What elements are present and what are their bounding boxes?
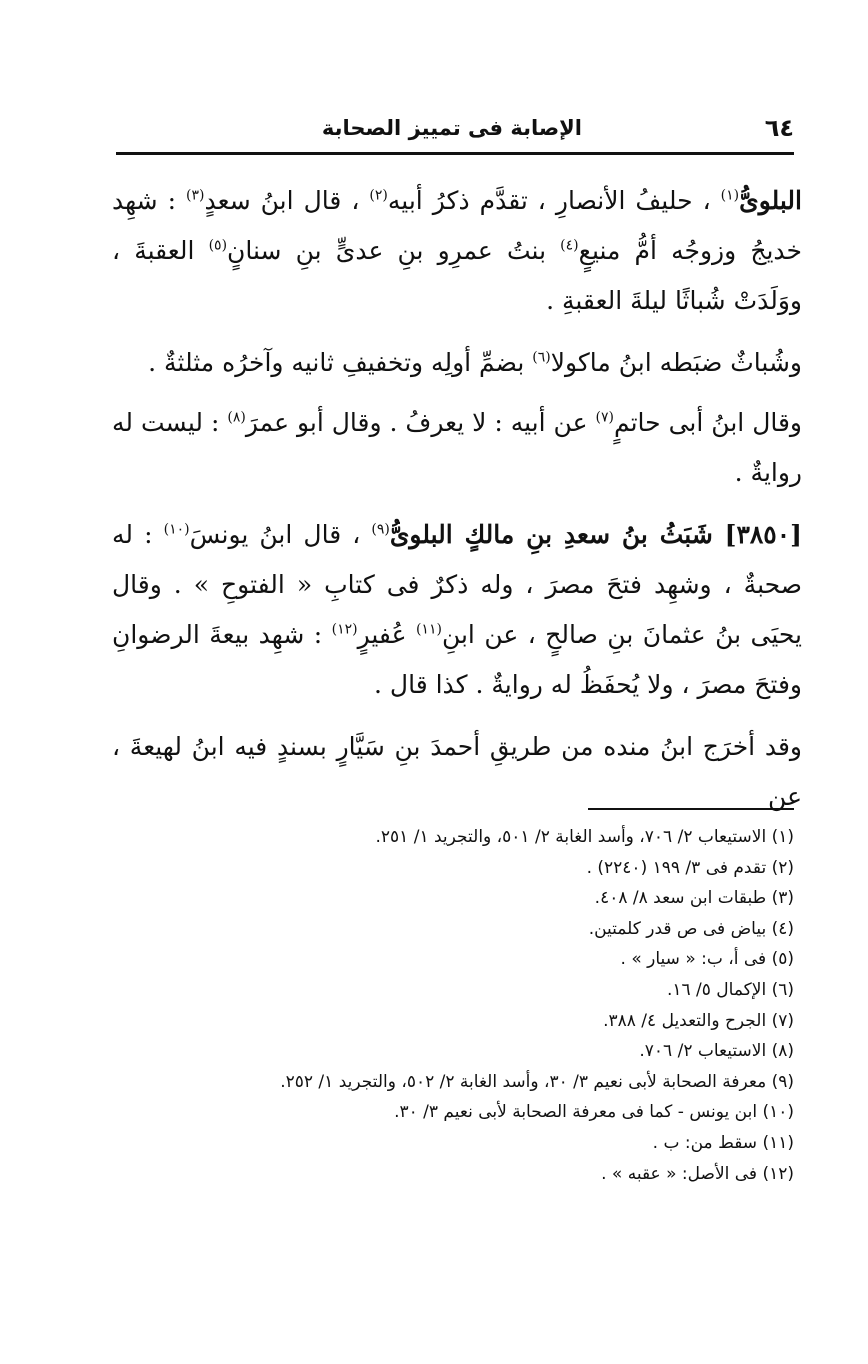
paragraph-text: العقبةَ ، ووَلَدَتْ شُباثًا ليلةَ العقبةِ . bbox=[112, 236, 802, 315]
footnote-4: (٤) بياض فى ص قدر كلمتين. bbox=[588, 918, 794, 939]
footnote-ref: (٧) bbox=[595, 409, 614, 426]
footnote-ref: (٣) bbox=[186, 187, 205, 204]
paragraph-5 bbox=[112, 722, 802, 822]
footnote-1: (١) الاستيعاب ٢/ ٧٠٦، وأسد الغابة ٢/ ٥٠١، والتجريد ١/ ٢٥١. bbox=[375, 827, 794, 847]
footnotes bbox=[150, 822, 794, 1189]
main-text bbox=[112, 176, 802, 834]
paragraph-1 bbox=[112, 176, 802, 326]
footnote-5: (٥) فى أ، ب: « سيار » . bbox=[620, 949, 794, 970]
paragraph-3 bbox=[112, 398, 802, 498]
footnote-ref: (٥) bbox=[208, 237, 228, 254]
paragraph-text: وشُباثٌ ضبَطه ابنُ ماكولا bbox=[550, 348, 802, 377]
paragraph-text: وقال ابنُ أبى حاتمٍ bbox=[613, 408, 803, 437]
paragraph-text: ، قال ابنُ سعدٍ bbox=[204, 186, 370, 215]
footnote-8: (٨) الاستيعاب ٢/ ٧٠٦. bbox=[639, 1041, 794, 1062]
paragraph-4 bbox=[112, 510, 802, 710]
paragraph-2 bbox=[112, 338, 802, 388]
footnote-ref: (٦) bbox=[532, 349, 551, 366]
paragraph-text: : شهِد خديجُ وزوجُه أمُّ منيعٍ bbox=[112, 186, 802, 265]
paragraph-text: عن أبيه : لا يعرفُ . وقال أبو عمرَ bbox=[245, 408, 596, 437]
footnote-ref: (٨) bbox=[227, 409, 246, 426]
paragraph-text: وقد أخرَج ابنُ منده من طريقِ أحمدَ بنِ سَيَّارٍ بسندٍ فيه ابنُ لهيعةَ ، عن bbox=[112, 732, 802, 811]
paragraph-text: بنتُ عمرِو بنِ عدىٍّ بنِ سنانٍ bbox=[227, 236, 561, 265]
footnote-12: (١٢) فى الأصل: « عقبه » . bbox=[601, 1163, 794, 1184]
footnote-divider bbox=[588, 808, 794, 810]
footnote-ref: (١٠) bbox=[163, 521, 190, 538]
footnote-ref: (٩) bbox=[371, 521, 390, 538]
header-divider bbox=[116, 152, 794, 155]
page-header bbox=[116, 108, 794, 154]
paragraph-text: عُفيرٍ bbox=[357, 620, 416, 649]
paragraph-text: ، قال ابنُ يونسَ bbox=[189, 520, 372, 549]
footnote-9: (٩) معرفة الصحابة لأبى نعيم ٣/ ٣٠، وأسد الغابة ٢/ ٥٠٢، والتجريد ١/ ٢٥٢. bbox=[280, 1071, 794, 1092]
entry-lead: البلوىُّ bbox=[739, 186, 802, 215]
page-number: ٦٤ bbox=[764, 114, 794, 142]
footnote-10: (١٠) ابن يونس - كما فى معرفة الصحابة لأبى نعيم ٣/ ٣٠. bbox=[394, 1102, 794, 1123]
footnote-ref: (١٢) bbox=[331, 621, 358, 638]
footnote-3: (٣) طبقات ابن سعد ٨/ ٤٠٨. bbox=[594, 888, 794, 909]
paragraph-text: : شهِد بيعةَ الرضوانِ وفتحَ مصرَ ، ولا يُحفَظُ له روايةٌ . كذا قال . bbox=[112, 620, 802, 699]
running-title: الإصابة فى تمييز الصحابة bbox=[321, 116, 582, 140]
footnote-2: (٢) تقدم فى ٣/ ١٩٩ (٢٢٤٠) . bbox=[586, 857, 794, 878]
entry-heading: [٣٨٥٠] شَبَثُ بنُ سعدِ بنِ مالكٍ البلوىُّ bbox=[389, 520, 803, 549]
footnote-ref: (١١) bbox=[415, 621, 442, 638]
paragraph-text: : ليست له روايةٌ . bbox=[112, 408, 802, 487]
footnote-11: (١١) سقط من: ب . bbox=[652, 1132, 794, 1153]
paragraph-text: بضمِّ أولِه وتخفيفِ ثانيه وآخرُه مثلثةٌ . bbox=[148, 348, 533, 377]
footnote-7: (٧) الجرح والتعديل ٤/ ٣٨٨. bbox=[603, 1010, 794, 1031]
footnote-6: (٦) الإكمال ٥/ ١٦. bbox=[666, 979, 794, 1000]
footnote-ref: (٢) bbox=[369, 187, 388, 204]
paragraph-text: ، حليفُ الأنصارِ ، تقدَّم ذكرُ أبيه bbox=[387, 186, 721, 215]
paragraph-text: : له صحبةٌ ، وشهِد فتحَ مصرَ ، وله ذكرٌ فى كتابِ « الفتوحِ » . وقال يحيَى بنُ عثمانَ بنِ صالحٍ ، عن ابنِ bbox=[112, 520, 802, 649]
footnote-ref: (٤) bbox=[560, 237, 579, 254]
footnote-ref: (١) bbox=[720, 187, 740, 204]
